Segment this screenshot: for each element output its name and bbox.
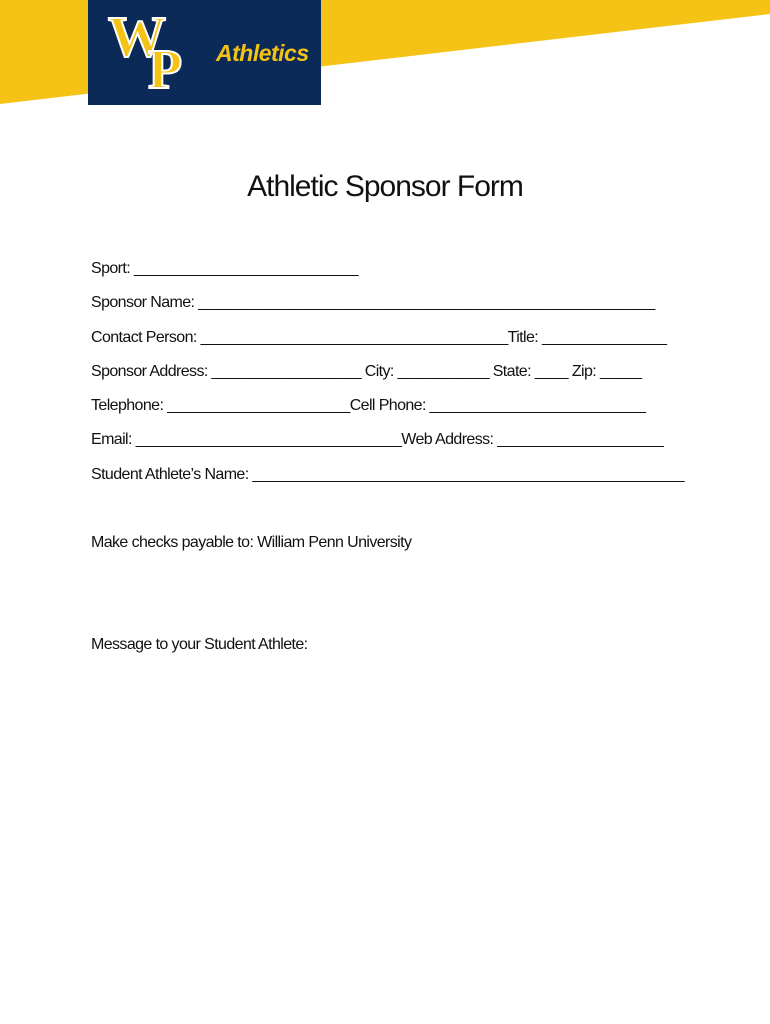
- sport-field[interactable]: Sport: ___________________________: [91, 260, 358, 277]
- contact-person-title-field[interactable]: Contact Person: _____________________________________Title: _______________: [91, 329, 667, 346]
- message-label: Message to your Student Athlete:: [91, 636, 308, 653]
- payable-note: Make checks payable to: William Penn University: [91, 534, 412, 551]
- wp-monogram-icon: [106, 10, 206, 92]
- athletics-logo: [88, 0, 321, 105]
- email-web-field[interactable]: Email: ________________________________Web Address: ____________________: [91, 431, 664, 448]
- form-title: Athletic Sponsor Form: [247, 170, 523, 203]
- sponsor-address-field[interactable]: Sponsor Address: __________________ City: ___________ State: ____ Zip: _____: [91, 363, 642, 380]
- sponsor-name-field[interactable]: Sponsor Name: _______________________________________________________: [91, 294, 655, 311]
- svg-text:W: W: [108, 10, 166, 69]
- telephone-cell-field[interactable]: Telephone: ______________________Cell Phone: __________________________: [91, 397, 646, 414]
- svg-text:P: P: [148, 39, 183, 92]
- student-athlete-name-field[interactable]: Student Athlete’s Name: ____________________________________________________: [91, 466, 684, 483]
- logo-athletics-text: Athletics: [216, 40, 309, 66]
